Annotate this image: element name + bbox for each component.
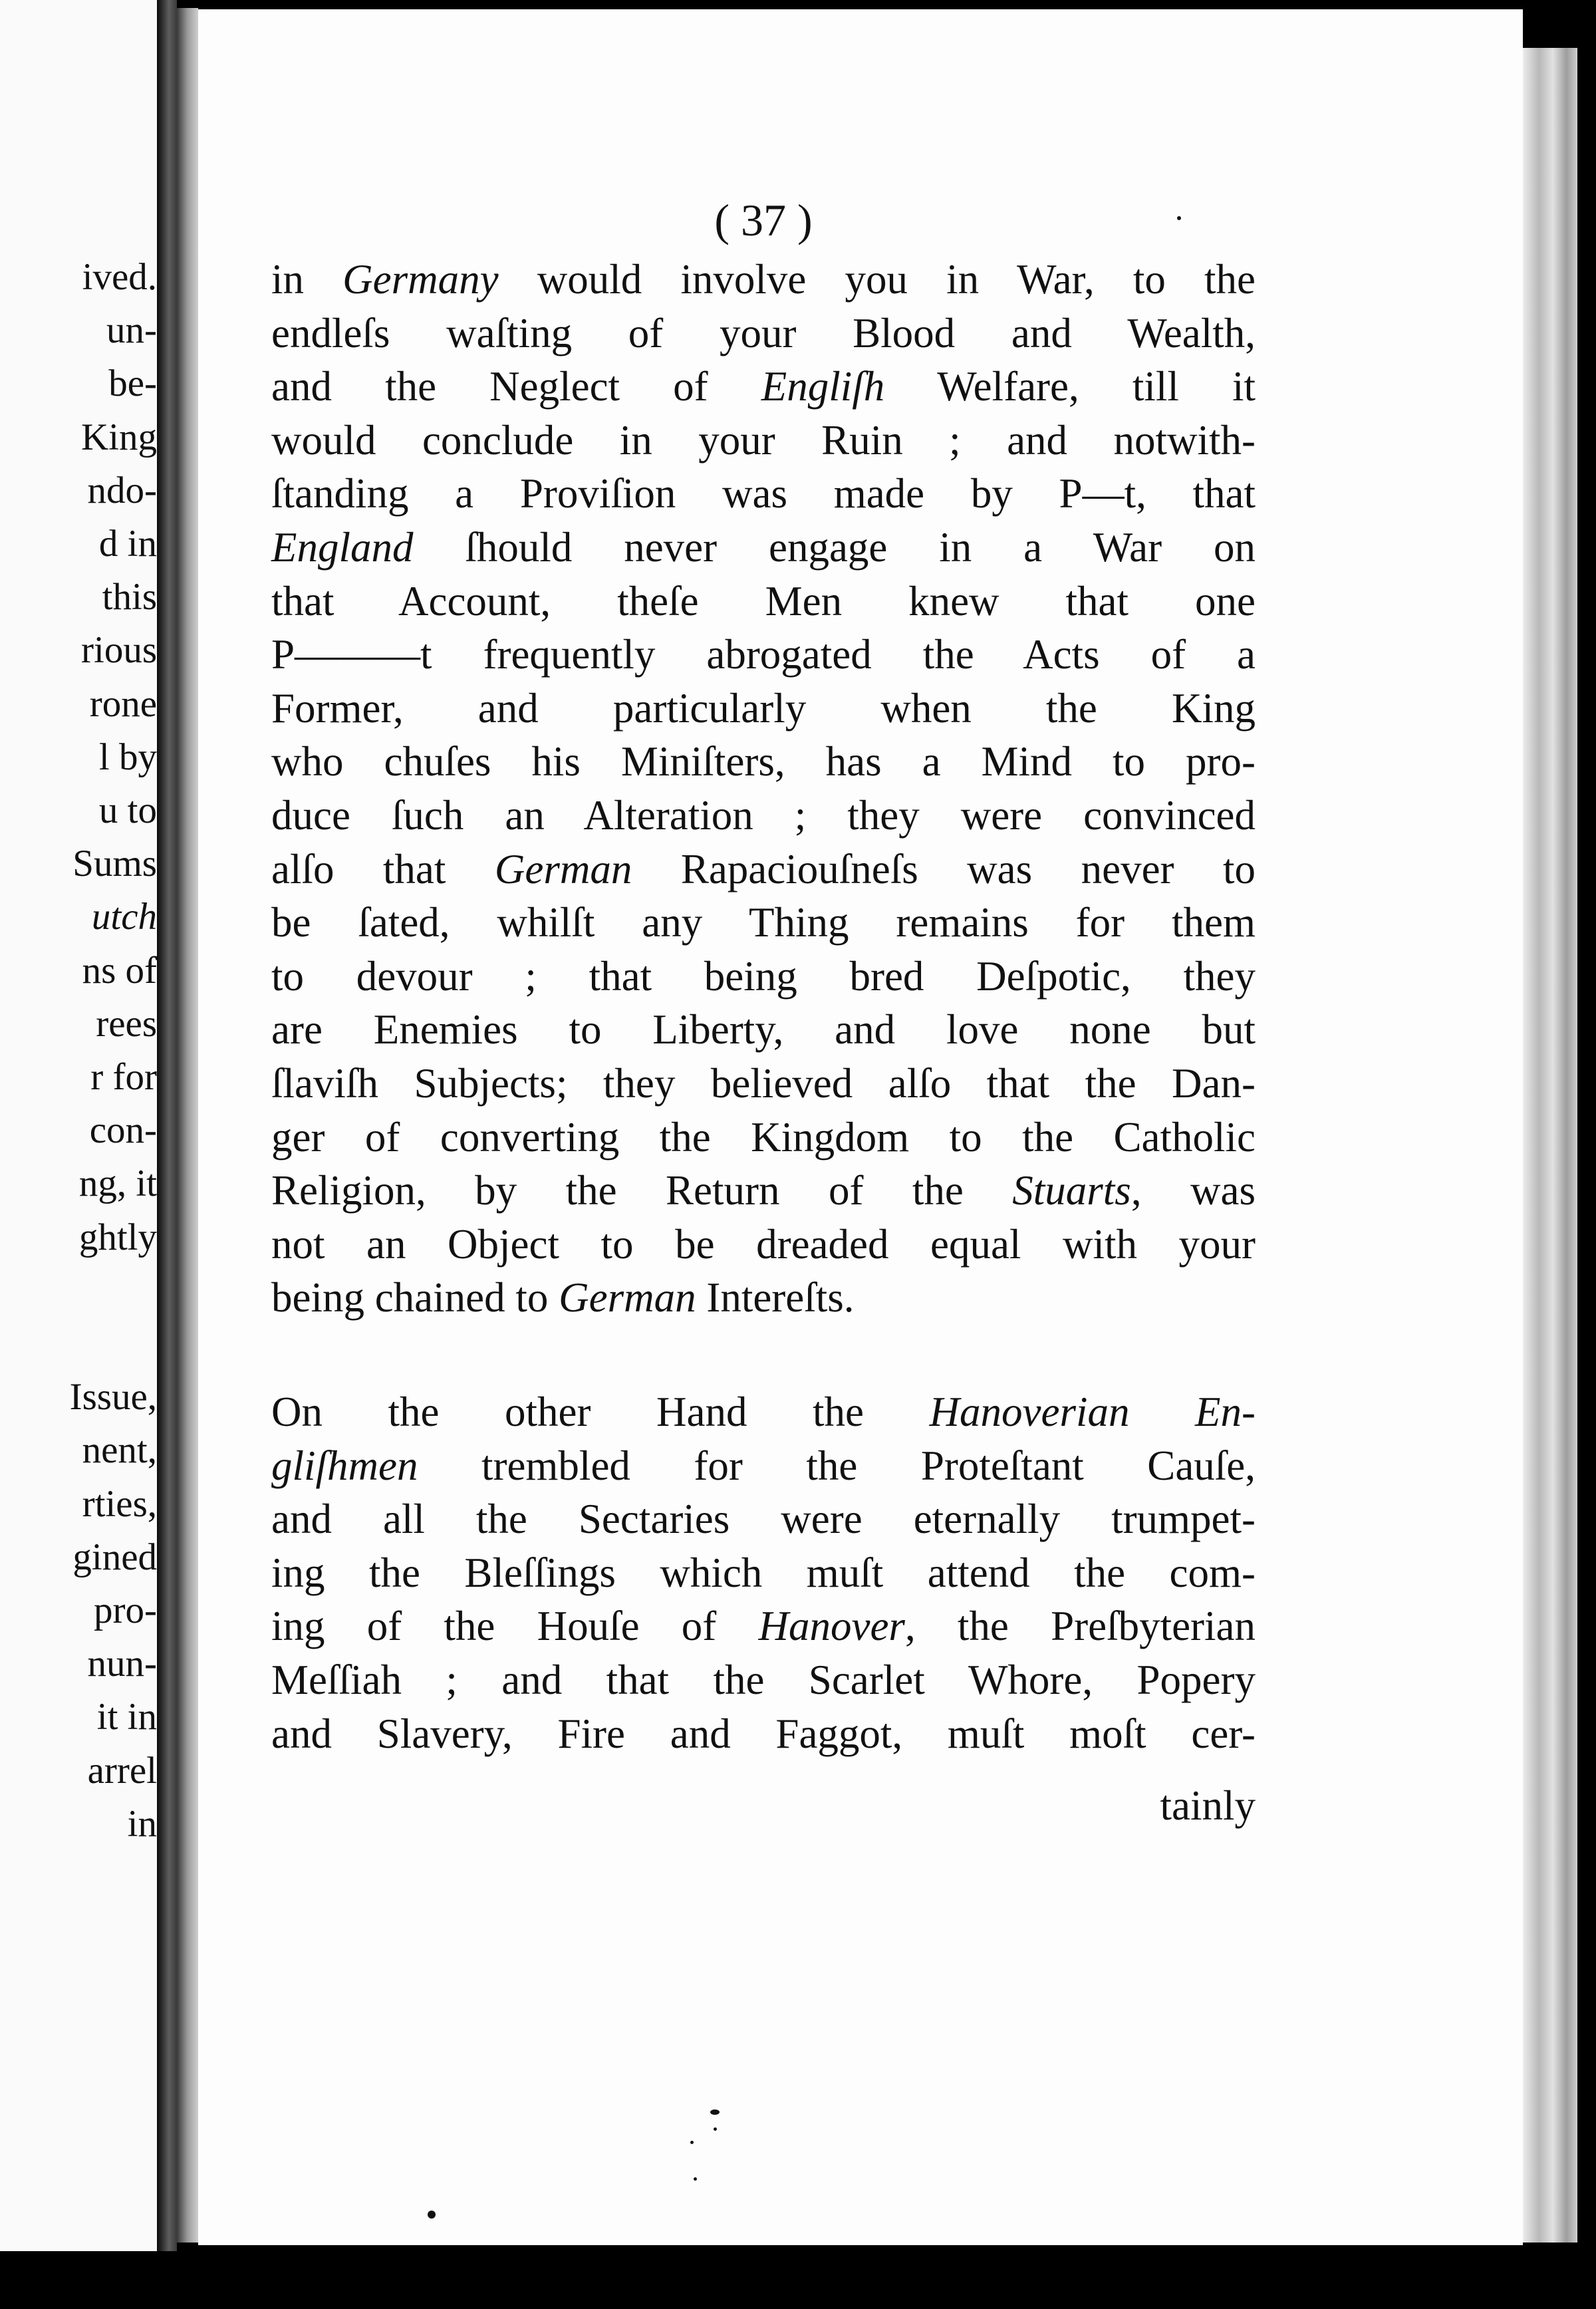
left-page-line: Issue,: [69, 1376, 157, 1419]
body-line: [271, 1391, 1256, 1433]
left-page-line: d in: [98, 523, 157, 565]
left-page-line: ns of: [82, 949, 157, 992]
page-number: ( 37 ): [714, 195, 813, 245]
italic-text: Hanoverian En-: [929, 1389, 1256, 1435]
left-page-line: ndo-: [87, 469, 157, 511]
text-run: P———t frequently abrogated the Acts of a: [271, 631, 1256, 678]
text-run: ing the Bleſſings which muſt attend the com-: [271, 1549, 1256, 1596]
text-run: who chuſes his Miniſters, has a Mind to pro-: [271, 738, 1256, 785]
text-run: ing of the Houſe of: [271, 1603, 759, 1650]
body-line: [271, 1710, 1256, 1757]
body-line: [271, 363, 1256, 410]
left-page-line: rties,: [82, 1482, 157, 1525]
body-line: [271, 416, 1256, 464]
italic-text: gliſhmen: [271, 1442, 418, 1489]
left-page-line: rone: [89, 682, 157, 725]
text-run: in: [271, 256, 343, 303]
italic-text: Germany: [342, 256, 499, 303]
left-page-line: nun-: [87, 1643, 157, 1685]
text-run: be ſated, whilſt any Thing remains for them: [271, 899, 1256, 946]
body-line: [271, 952, 1256, 1000]
right-page: [198, 9, 1523, 2245]
text-run: Former, and particularly when the King: [271, 684, 1256, 732]
body-line: [271, 309, 1256, 356]
body-line: [271, 845, 1256, 892]
body-line: [271, 1006, 1256, 1053]
left-page-line: it in: [96, 1696, 157, 1738]
text-run: Intereſts.: [696, 1274, 855, 1321]
text-run: and all the Sectaries were eternally trumpet-: [271, 1496, 1256, 1543]
left-page-line: rious: [81, 629, 157, 672]
left-facing-page: [0, 0, 157, 2251]
body-line: [271, 1274, 1256, 1321]
text-run: Welfare, till it: [884, 363, 1256, 410]
left-page-line: King: [81, 416, 157, 458]
text-run: to devour ; that being bred Deſpotic, they: [271, 952, 1256, 1000]
text-run: and Slavery, Fire and Faggot, muſt moſt cer-: [271, 1710, 1256, 1757]
text-run: ſtanding a Proviſion was made by P—t, that: [271, 470, 1256, 517]
text-run: Rapaciouſneſs was never to: [632, 845, 1256, 892]
body-line: [271, 1060, 1256, 1107]
body-line: [271, 738, 1256, 785]
body-line: [271, 631, 1256, 678]
ink-speck: [428, 2211, 436, 2219]
text-run: trembled for the Proteſtant Cauſe,: [418, 1442, 1256, 1489]
left-page-line: pro-: [94, 1589, 157, 1631]
body-line: [271, 899, 1256, 946]
text-run: being chained to: [271, 1274, 559, 1321]
gutter-shadow: [177, 8, 198, 2242]
text-run: ſhould never engage in a War on: [413, 524, 1256, 571]
ink-speck: [710, 2109, 720, 2115]
italic-text: German: [559, 1274, 696, 1321]
body-line: [271, 577, 1256, 624]
body-line: [271, 684, 1256, 732]
ink-speck: [714, 2127, 717, 2131]
text-run: ſlaviſh Subjects; they believed alſo that the Dan-: [271, 1060, 1256, 1107]
left-page-line: ghtly: [78, 1216, 157, 1258]
left-page-line: nent,: [82, 1429, 157, 1472]
left-page-line: un-: [106, 309, 157, 352]
text-run: Meſſiah ; and that the Scarlet Whore, Popery: [271, 1657, 1256, 1703]
left-page-line: ng, it: [78, 1162, 157, 1205]
italic-text: Stuarts: [1012, 1167, 1131, 1214]
text-run: alſo that: [271, 845, 495, 892]
text-run: , was: [1130, 1167, 1256, 1214]
body-line: [271, 1113, 1256, 1160]
body-line: [271, 256, 1256, 303]
ink-speck: [1177, 216, 1181, 220]
left-page-line: be-: [108, 362, 157, 405]
body-line: [271, 1442, 1256, 1489]
ink-speck: [690, 2141, 694, 2144]
text-run: endleſs waſting of your Blood and Wealth,: [271, 309, 1256, 356]
text-run: ger of converting the Kingdom to the Catholic: [271, 1113, 1256, 1160]
text-run: not an Object to be dreaded equal with your: [271, 1220, 1256, 1268]
left-page-line: gined: [72, 1536, 157, 1578]
left-page-line: arrel: [87, 1749, 157, 1792]
italic-text: Hanover: [758, 1603, 905, 1650]
text-run: On the other Hand the: [271, 1389, 930, 1435]
left-page-line: u to: [98, 789, 157, 831]
body-line: [271, 1220, 1256, 1268]
text-run: would involve you in War, to the: [498, 256, 1256, 303]
italic-text: England: [271, 524, 414, 571]
left-page-line: this: [102, 576, 157, 618]
book-gutter: [157, 0, 177, 2251]
left-page-line: Sums: [72, 843, 157, 885]
page-edge: [1523, 48, 1577, 2242]
left-page-line: l by: [98, 736, 157, 778]
text-run: and the Neglect of: [271, 363, 761, 410]
body-line: [271, 470, 1256, 517]
text-run: duce ſuch an Alteration ; they were convinced: [271, 792, 1256, 839]
body-line: [271, 524, 1256, 571]
catchword: tainly: [1160, 1782, 1256, 1829]
left-page-line: r for: [90, 1056, 157, 1098]
italic-text: Engliſh: [761, 363, 885, 410]
left-page-line: rees: [96, 1002, 157, 1045]
text-run: that Account, theſe Men knew that one: [271, 577, 1256, 624]
text-run: Religion, by the Return of the: [271, 1167, 1013, 1214]
text-run: are Enemies to Liberty, and love none but: [271, 1006, 1256, 1053]
ink-speck: [694, 2177, 697, 2181]
body-line: [271, 1549, 1256, 1596]
left-page-line: ived.: [82, 256, 157, 298]
left-page-line: con-: [89, 1109, 157, 1152]
body-line: [271, 1659, 1256, 1701]
text-run: , the Preſbyterian: [904, 1603, 1256, 1650]
body-line: [271, 1496, 1256, 1543]
left-page-line: in: [127, 1802, 157, 1845]
body-line: [271, 1167, 1256, 1214]
body-line: [271, 1603, 1256, 1650]
text-run: would conclude in your Ruin ; and notwith-: [271, 416, 1256, 464]
body-line: [271, 792, 1256, 839]
left-page-line: utch: [91, 896, 157, 938]
italic-text: German: [494, 845, 632, 892]
